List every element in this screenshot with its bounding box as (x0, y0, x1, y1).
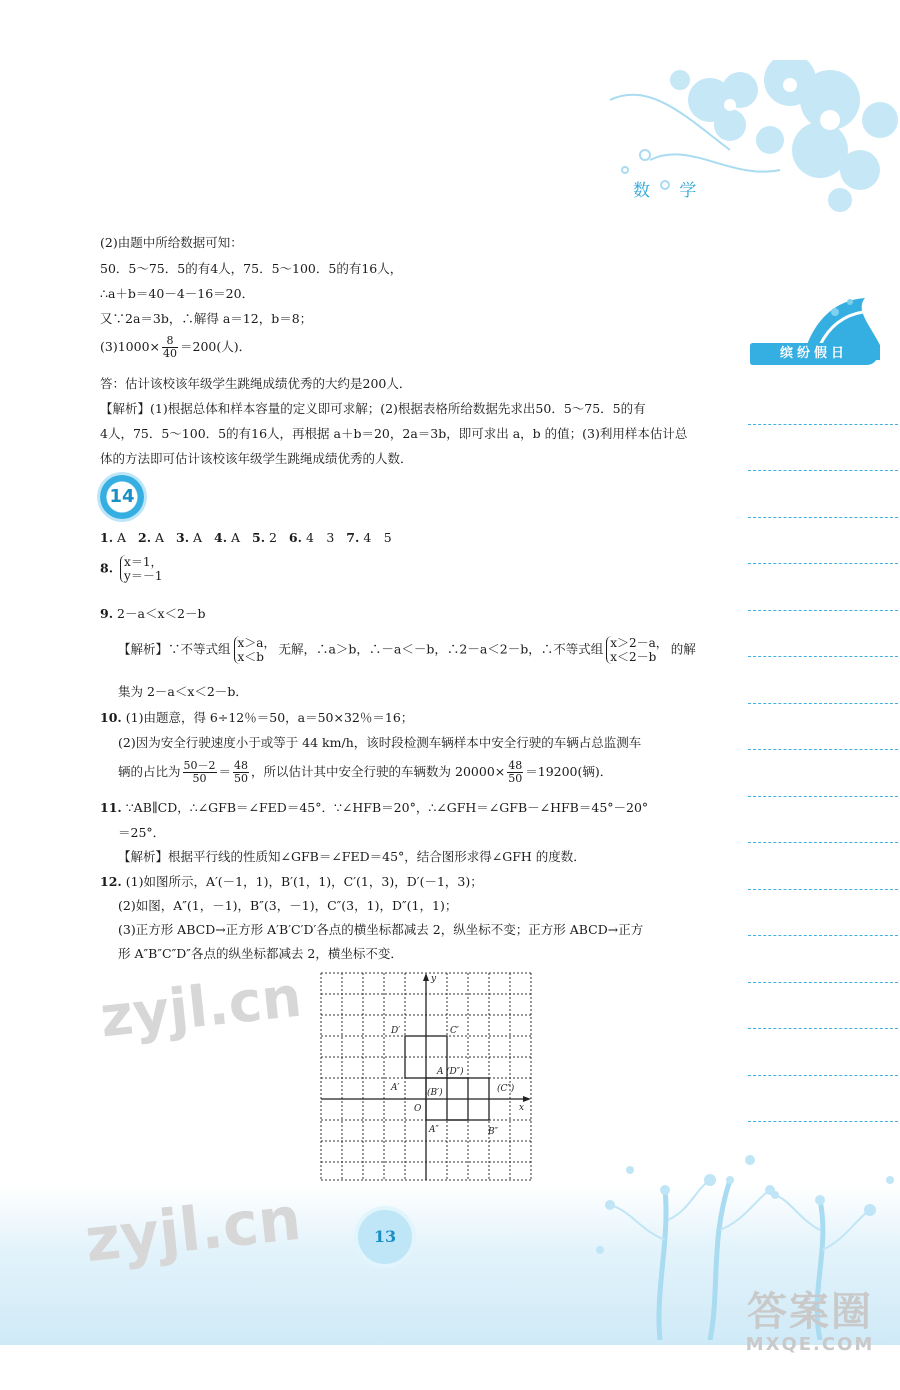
fraction-numerator: 8 (162, 335, 178, 348)
watermark-text: zyjl.cn (81, 1183, 305, 1277)
note-line (748, 843, 898, 890)
answer: 2－a＜x＜2－b (117, 606, 206, 621)
question-number: 8. (100, 560, 114, 576)
inequality-line: x＜b (237, 650, 264, 664)
inequality-system (234, 636, 276, 664)
text-line: (2)如图，A″(1，－1)，B″(3，－1)，C″(3，1)，D″(1，1)； (118, 898, 458, 913)
fraction-denominator: 40 (163, 347, 177, 360)
answer-q8 (100, 555, 165, 583)
text-segment: (1)由题意，得 6÷12％＝50，a＝50×32％＝16； (125, 710, 414, 725)
fraction-numerator: 50－2 (183, 759, 216, 772)
text-line: 形 A″B″C″D″各点的纵坐标都减去 2，横坐标不变． (118, 946, 403, 961)
point-label-a: A (437, 1067, 444, 1077)
flower-decoration (590, 60, 900, 230)
text-line (118, 760, 612, 785)
text-segment: 【解析】∵不等式组 (118, 641, 231, 657)
question-number: 10. (100, 710, 122, 725)
text-segment: ，所以估计其中安全行驶的车辆数为 20000× (251, 764, 506, 779)
point-label-d2: (D″) (446, 1067, 464, 1077)
text-segment: (1)如图所示，A′(－1，1)，B′(1，1)，C′(1，3)，D′(－1，3)； (125, 874, 483, 889)
note-line (748, 657, 898, 704)
fraction-denominator: 50 (192, 772, 207, 785)
answers-row-1-7 (100, 530, 392, 546)
text-line: 体的方法即可估计该校该年级学生跳绳成绩优秀的人数． (100, 451, 413, 466)
note-line (748, 936, 898, 983)
point-label-d1: D′ (391, 1026, 401, 1036)
watermark-logo-title: 答案圈 (747, 1289, 873, 1335)
inequality-line: x＞2－a， (610, 636, 668, 650)
text-segment: (3)1000× (100, 339, 160, 354)
answer: 4 5 (363, 530, 392, 545)
lesson-number-badge: 14 (100, 475, 144, 519)
note-line (748, 611, 898, 658)
fraction-numerator: 48 (234, 759, 249, 772)
subject-title: 数 学 (633, 181, 709, 201)
question-number: 9. (100, 606, 114, 621)
note-line (748, 1029, 898, 1076)
x-axis-label: x (519, 1103, 525, 1113)
answer: A (117, 530, 127, 545)
note-line (748, 518, 898, 565)
point-label-b2: B″ (488, 1127, 498, 1137)
answer: A (231, 530, 241, 545)
y-axis-label: y (431, 974, 437, 984)
holiday-label: 缤纷假日 (750, 343, 878, 365)
question-number: 3. (176, 530, 190, 545)
answer-q12 (100, 874, 483, 890)
watermark-logo (720, 1290, 900, 1355)
text-line: (2)由题中所给数据可知： (100, 235, 243, 250)
fraction (183, 760, 217, 785)
answer: 2 (269, 530, 277, 545)
answer-q9 (100, 606, 205, 622)
text-line: (2)因为安全行驶速度小于或等于 44 km/h，该时段检测车辆样本中安全行驶的车辆占总监测车 (118, 735, 642, 750)
answer: A (193, 530, 203, 545)
point-label-a1: A′ (391, 1083, 400, 1093)
question-number: 4. (214, 530, 228, 545)
watermark-logo-url: MXQE.COM (745, 1334, 875, 1355)
fraction (162, 335, 178, 360)
note-line (748, 750, 898, 797)
note-lines (748, 378, 898, 1122)
fraction-denominator: 50 (234, 772, 249, 785)
text-line: ＝25°． (118, 825, 166, 840)
text-line: 集为 2－a＜x＜2－b． (118, 684, 248, 699)
note-line (748, 378, 898, 425)
question-number: 5. (252, 530, 266, 545)
point-label-a2: A″ (429, 1125, 439, 1135)
equation-line: x＝1， (124, 555, 163, 569)
fraction (233, 760, 249, 785)
text-line: 【解析】(1)根据总体和样本容量的定义即可求解；(2)根据表格所给数据先求出50．5～75．5的有 (100, 401, 646, 416)
note-line (748, 797, 898, 844)
equation-line: y＝－1 (124, 569, 163, 583)
fraction-numerator: 48 (508, 759, 523, 772)
fraction-denominator: 50 (508, 772, 523, 785)
text-segment: 辆的占比为 (118, 764, 181, 779)
note-line (748, 1076, 898, 1123)
fraction (507, 760, 523, 785)
coordinate-grid-figure (318, 970, 533, 1182)
equation-system (120, 555, 162, 583)
text-line: ∴a＋b＝40－4－16＝20． (100, 286, 255, 301)
text-line: 又∵2a＝3b，∴解得 a＝12，b＝8； (100, 311, 313, 326)
note-line (748, 704, 898, 751)
point-label-c1: C′ (450, 1026, 459, 1036)
text-segment: ＝19200(辆)． (525, 764, 613, 779)
question-number: 6. (288, 530, 302, 545)
question-number: 11. (100, 800, 122, 815)
point-label-c2: (C″) (497, 1084, 515, 1094)
watermark-text: zyjl.cn (97, 964, 305, 1051)
note-line (748, 890, 898, 937)
point-label-b1: (B′) (427, 1088, 443, 1098)
question-number: 2. (138, 530, 152, 545)
text-line: 答：估计该校该年级学生跳绳成绩优秀的大约是200人． (100, 376, 412, 391)
text-segment: ＝200(人)． (180, 339, 252, 354)
text-line (100, 335, 251, 360)
text-segment: 的解 (670, 641, 696, 657)
answer: A (155, 530, 165, 545)
page-number: 13 (358, 1210, 412, 1264)
text-line: 50．5～75．5的有4人，75．5～100．5的有16人， (100, 261, 403, 276)
text-line: (3)正方形 ABCD→正方形 A′B′C′D′各点的横坐标都减去 2，纵坐标不变；正方形 ABCD→正方 (118, 922, 644, 937)
note-line (748, 471, 898, 518)
note-line (748, 425, 898, 472)
inequality-line: x＜2－b (610, 650, 657, 664)
question-number: 7. (346, 530, 360, 545)
analysis-q9 (118, 636, 696, 664)
text-segment: 无解，∴a＞b，∴－a＜－b，∴2－a＜2－b，∴不等式组 (278, 641, 604, 657)
inequality-line: x＞a， (237, 636, 276, 650)
note-line (748, 564, 898, 611)
question-number: 1. (100, 530, 114, 545)
text-segment: ∵AB∥CD，∴∠GFB＝∠FED＝45°．∵∠HFB＝20°，∴∠GFH＝∠GFB－∠HFB＝45°－20° (125, 800, 649, 815)
answer-q10 (100, 710, 413, 726)
text-segment: ＝ (218, 764, 232, 779)
question-number: 12. (100, 874, 122, 889)
origin-label: O (414, 1104, 422, 1114)
note-line (748, 983, 898, 1030)
text-line: 4人，75．5～100．5的有16人，再根据 a＋b＝20，2a＝3b，即可求出 a，b 的值；(3)利用样本估计总 (100, 426, 688, 441)
text-line: 【解析】根据平行线的性质知∠GFB＝∠FED＝45°，结合图形求得∠GFH 的度数． (118, 849, 586, 864)
inequality-system (606, 636, 668, 664)
answer: 4 3 (305, 530, 335, 545)
answer-q11 (100, 800, 648, 816)
